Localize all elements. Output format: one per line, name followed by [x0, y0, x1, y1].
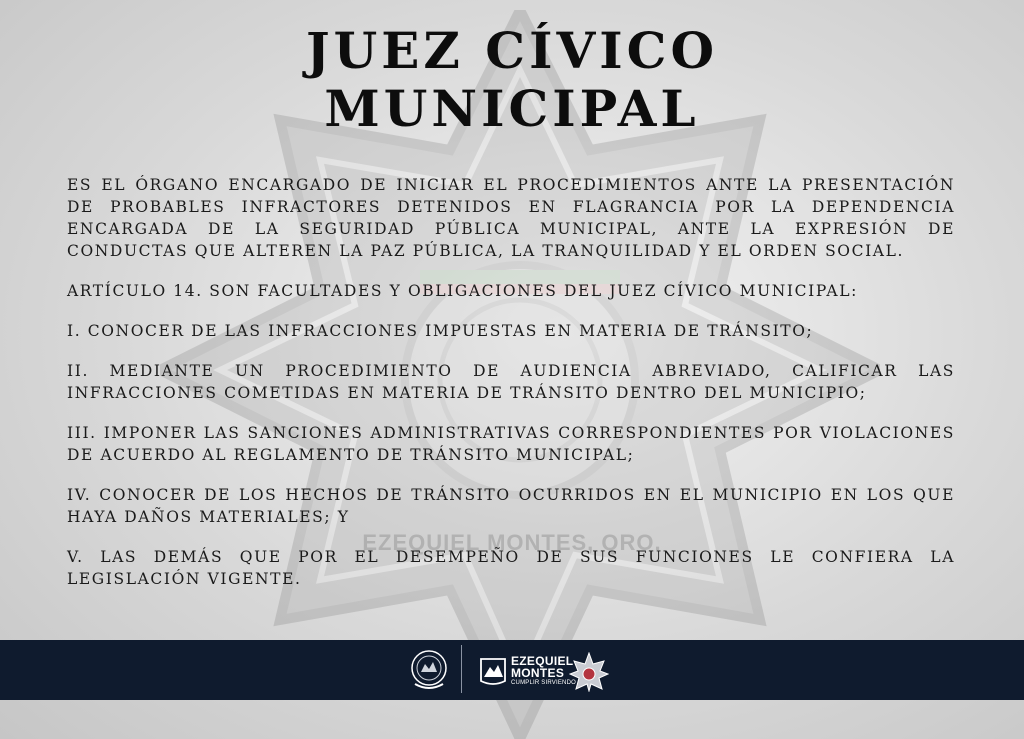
document-body	[67, 174, 955, 608]
list-item: II. MEDIANTE UN PROCEDIMIENTO DE AUDIENCIA ABREVIADO, CALIFICAR LAS INFRACCIONES COMETIDAS EN MATERIA DE TRÁNSITO DENTRO DEL MUNICIPIO;	[67, 362, 955, 402]
list-item: V. LAS DEMÁS QUE POR EL DESEMPEÑO DE SUS FUNCIONES LE CONFIERA LA LEGISLACIÓN VIGENTE.	[67, 548, 955, 588]
list-item: IV. CONOCER DE LOS HECHOS DE TRÁNSITO OCURRIDOS EN EL MUNICIPIO EN LOS QUE HAYA DAÑOS MATERIALES; Y	[67, 486, 955, 526]
watermark-text: EZEQUIEL MONTES, QRO.	[362, 530, 662, 555]
brand-wordmark	[511, 655, 576, 688]
police-badge-icon	[569, 652, 609, 692]
brand-line-2: MONTES	[511, 666, 565, 680]
footer-divider	[461, 645, 462, 693]
list-item: I. CONOCER DE LAS INFRACCIONES IMPUESTAS EN MATERIA DE TRÁNSITO;	[67, 322, 814, 340]
title-line-2: MUNICIPAL	[324, 79, 700, 138]
page-title	[0, 22, 1024, 138]
article-heading: ARTÍCULO 14. SON FACULTADES Y OBLIGACIONES DEL JUEZ CÍVICO MUNICIPAL:	[67, 282, 858, 300]
intro-paragraph: ES EL ÓRGANO ENCARGADO DE INICIAR EL PROCEDIMIENTOS ANTE LA PRESENTACIÓN DE PROBABLES INFRACTORES DETENIDOS EN FLAGRANCIA POR LA DEPENDENCIA ENCARGADA DE LA SEGURIDAD PÚBLICA MUNICIPAL, ANTE LA EXPRESIÓN DE CONDUCTAS QUE ALTEREN LA PAZ PÚBLICA, LA TRANQUILIDAD Y EL ORDEN SOCIAL.	[67, 176, 955, 260]
brand-slogan: CUMPLIR SIRVIENDO	[511, 680, 576, 686]
list-item: III. IMPONER LAS SANCIONES ADMINISTRATIVAS CORRESPONDIENTES POR VIOLACIONES DE ACUERDO AL REGLAMENTO DE TRÁNSITO MUNICIPAL;	[67, 424, 955, 464]
title-line-1: JUEZ CÍVICO	[306, 21, 718, 80]
municipal-seal-icon	[407, 648, 451, 692]
brand-line-1: EZEQUIEL	[511, 654, 574, 668]
mountain-logo-icon	[478, 655, 508, 687]
